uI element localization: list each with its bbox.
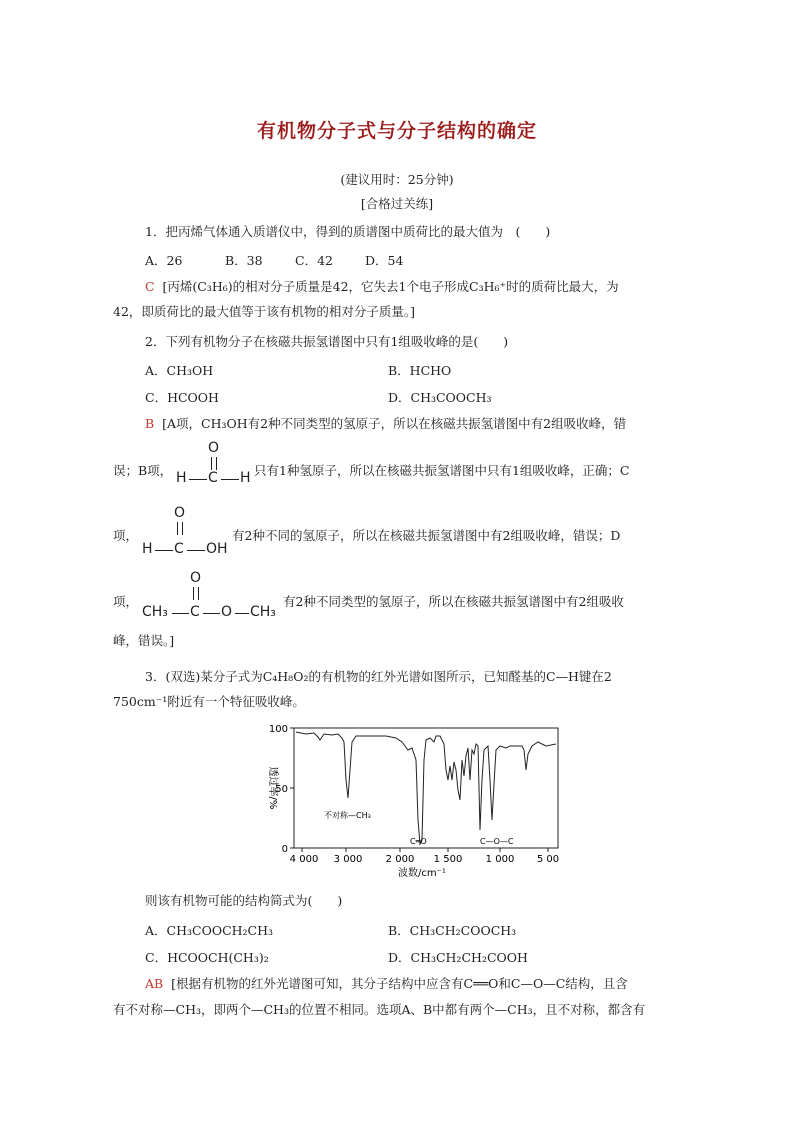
q1-stem: 1．把丙烯气体通入质谱仪中，得到的质谱图中质荷比的最大值为 ( ) bbox=[145, 224, 551, 239]
q1-explanation-line1: C [丙烯(C₃H₆)的相对分子质量是42，它失去1个电子形成C₃H₆⁺时的质荷比最大，为 bbox=[145, 279, 619, 294]
q3-answer: AB bbox=[145, 976, 164, 991]
q2-option-c: C．HCOOH bbox=[145, 390, 219, 405]
y-tick-50: 50 bbox=[275, 784, 288, 795]
q1-option-a: A．26 bbox=[145, 253, 183, 268]
formic-acid-structure: O H C OH bbox=[142, 505, 228, 557]
q1-option-d: D．54 bbox=[365, 253, 404, 268]
q1-answer: C bbox=[145, 279, 155, 294]
q3-stem-line2: 750cm⁻¹附近有一个特征吸收峰。 bbox=[113, 694, 305, 709]
q3-option-c: C．HCOOCH(CH₃)₂ bbox=[145, 950, 269, 965]
x-axis bbox=[290, 848, 559, 865]
q2-option-b: B．HCHO bbox=[388, 363, 452, 378]
x-tick-4000: 4 000 bbox=[289, 854, 319, 865]
ir-spectrum-chart bbox=[262, 720, 562, 880]
y-tick-100: 100 bbox=[268, 724, 288, 735]
q3-option-d: D．CH₃CH₂CH₂COOH bbox=[388, 950, 528, 965]
q3-question: 则该有机物可能的结构简式为( ) bbox=[145, 893, 343, 908]
q2-exp-line5: 峰，错误。] bbox=[113, 633, 175, 648]
formaldehyde-structure: O H C H bbox=[176, 440, 251, 486]
annotation-asymmetric-ch3: 不对称—CH₃ bbox=[324, 811, 371, 820]
q2-exp-line3b: 有2种不同的氢原子，所以在核磁共振氢谱图中有2组吸收峰，错误；D bbox=[232, 528, 621, 543]
x-tick-3000: 3 000 bbox=[333, 854, 363, 865]
q3-option-b: B．CH₃CH₂COOCH₃ bbox=[388, 923, 517, 938]
x-tick-1000: 1 000 bbox=[485, 854, 515, 865]
q2-exp-line4b: 有2种不同类型的氢原子，所以在核磁共振氢谱图中有2组吸收 bbox=[283, 594, 624, 609]
q2-exp-line3a: 项， bbox=[113, 528, 139, 543]
q3-explanation-line1: AB [根据有机物的红外光谱图可知，其分子结构中应含有C══O和C—O—C结构，且含 bbox=[145, 976, 628, 991]
q3-option-a: A．CH₃COOCH₂CH₃ bbox=[145, 923, 274, 938]
methyl-acetate-structure: O CH₃ C O CH₃ bbox=[142, 570, 276, 620]
y-axis-label: 透过率/% bbox=[267, 766, 278, 810]
y-tick-0: 0 bbox=[281, 844, 288, 855]
annotation-c-o-double: C═O bbox=[410, 837, 427, 846]
q3-explanation-line2: 有不对称—CH₃，即两个—CH₃的位置不相同。选项A、B中都有两个—CH₃，且不对称，都含有 bbox=[113, 1002, 646, 1017]
x-tick-500: 5 00 bbox=[536, 854, 560, 865]
q2-answer: B bbox=[145, 416, 155, 431]
q2-exp-line4a: 项， bbox=[113, 594, 139, 609]
q3-stem-line1: 3．(双选)某分子式为C₄H₈O₂的有机物的红外光谱如图所示，已知醛基的C—H键在2 bbox=[145, 669, 612, 684]
section-heading: [合格过关练] bbox=[360, 196, 434, 211]
x-axis-label: 波数/cm⁻¹ bbox=[398, 868, 446, 879]
annotation-c-o-c: C—O—C bbox=[480, 837, 514, 846]
spectrum-trace bbox=[296, 732, 556, 844]
q2-stem: 2．下列有机物分子在核磁共振氢谱图中只有1组吸收峰的是( ) bbox=[145, 334, 509, 349]
q2-exp-line2b: 只有1种氢原子，所以在核磁共振氢谱图中只有1组吸收峰，正确；C bbox=[254, 463, 630, 478]
q1-explanation-line2: 42，即质荷比的最大值等于该有机物的相对分子质量。] bbox=[113, 304, 416, 319]
q1-option-c: C．42 bbox=[295, 253, 333, 268]
q2-explanation-line1: B [A项，CH₃OH有2种不同类型的氢原子，所以在核磁共振氢谱图中有2组吸收峰，错 bbox=[145, 416, 627, 431]
time-note: (建议用时：25分钟) bbox=[340, 172, 454, 187]
x-tick-2000: 2 000 bbox=[385, 854, 415, 865]
q2-option-a: A．CH₃OH bbox=[145, 363, 214, 378]
q2-option-d: D．CH₃COOCH₃ bbox=[388, 390, 492, 405]
q2-exp-line2a: 误；B项， bbox=[113, 463, 173, 478]
page-title: 有机物分子式与分子结构的确定 bbox=[256, 120, 537, 142]
x-tick-1500: 1 500 bbox=[433, 854, 463, 865]
q1-option-b: B．38 bbox=[225, 253, 263, 268]
